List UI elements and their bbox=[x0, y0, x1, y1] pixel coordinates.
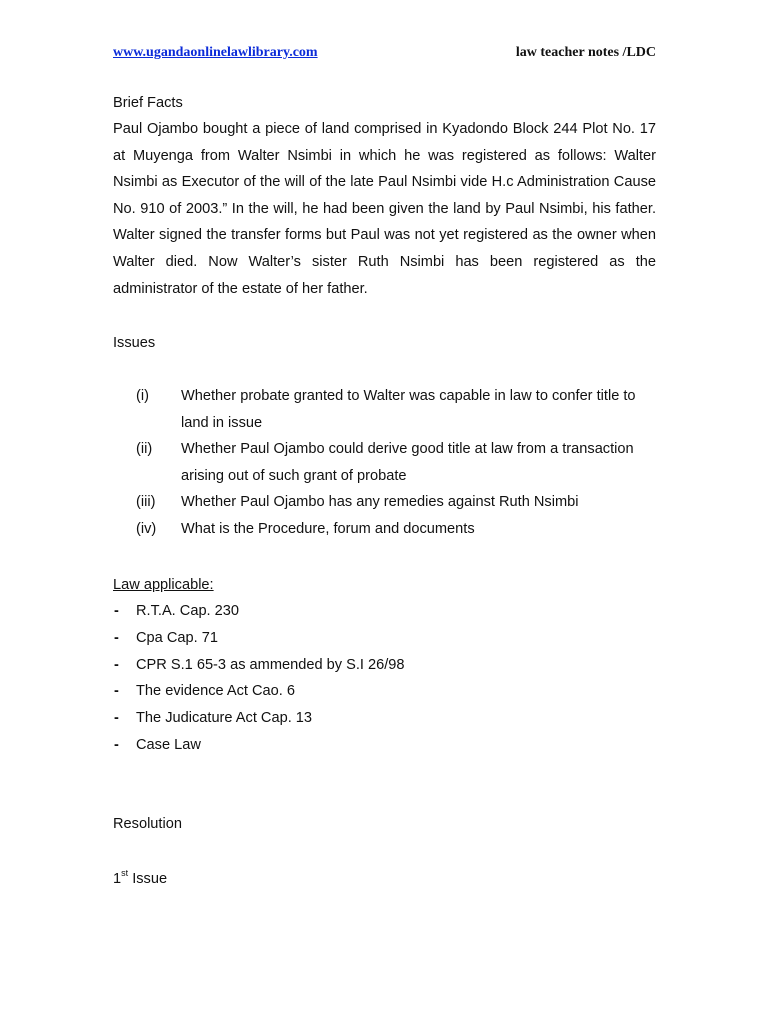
law-text: CPR S.1 65-3 as ammended by S.I 26/98 bbox=[136, 656, 405, 673]
issue-number: (iv) bbox=[136, 520, 157, 537]
bullet-dash: - bbox=[114, 736, 119, 753]
issue-text: Whether probate granted to Walter was capable in law to confer title to land in issue bbox=[181, 388, 636, 431]
bullet-dash: - bbox=[114, 629, 119, 646]
brief-facts-heading: Brief Facts bbox=[113, 95, 183, 111]
law-list bbox=[113, 598, 656, 759]
resolution-heading: Resolution bbox=[113, 816, 182, 832]
law-text: Cpa Cap. 71 bbox=[136, 629, 218, 646]
issues-list bbox=[113, 383, 656, 543]
first-issue-heading bbox=[113, 869, 167, 889]
brief-facts-body: Paul Ojambo bought a piece of land comprised in Kyadondo Block 244 Plot No. 17 at Muyenga from Walter Nsimbi in which he was registered as follows: Walter Nsimbi as Executor of the will of the late Paul Nsimbi vide H.c Administration Cause No. 910 of 2003.” In the will, he had been given the land by Paul Nsimbi, his father. Walter signed the transfer forms but Paul was not yet registered as the owner when Walter died. Now Walter’s sister Ruth Nsimbi has been registered as the administrator of the estate of her father. bbox=[113, 121, 656, 297]
law-text: Case Law bbox=[136, 736, 201, 753]
site-link[interactable]: www.ugandaonlinelawlibrary.com bbox=[113, 45, 318, 60]
page-header bbox=[113, 45, 656, 65]
issue-text: What is the Procedure, forum and documents bbox=[181, 520, 475, 537]
first-issue-word: Issue bbox=[132, 871, 168, 887]
law-applicable-heading: Law applicable: bbox=[113, 577, 214, 593]
law-item bbox=[113, 598, 656, 625]
issue-text: Whether Paul Ojambo could derive good title at law from a transaction arising out of such grant of probate bbox=[181, 441, 634, 484]
bullet-dash: - bbox=[114, 710, 119, 727]
law-item bbox=[113, 625, 656, 652]
issue-item bbox=[113, 436, 656, 489]
law-item bbox=[113, 652, 656, 679]
issue-item bbox=[113, 383, 656, 436]
first-issue-number: 1 bbox=[113, 871, 122, 887]
bullet-dash: - bbox=[114, 603, 119, 619]
issues-heading: Issues bbox=[113, 335, 156, 351]
notes-label: law teacher notes /LDC bbox=[515, 45, 656, 60]
issue-text: Whether Paul Ojambo has any remedies against Ruth Nsimbi bbox=[181, 494, 579, 511]
issue-number: (i) bbox=[136, 388, 149, 404]
law-text: The evidence Act Cao. 6 bbox=[136, 683, 296, 700]
issue-number: (ii) bbox=[136, 441, 153, 458]
first-issue-suffix: st bbox=[121, 868, 129, 878]
law-text: The Judicature Act Cap. 13 bbox=[136, 710, 313, 727]
issue-number: (iii) bbox=[136, 494, 156, 511]
bullet-dash: - bbox=[114, 656, 119, 673]
law-text: R.T.A. Cap. 230 bbox=[136, 603, 240, 619]
law-item bbox=[113, 732, 656, 759]
law-item bbox=[113, 678, 656, 705]
issue-item bbox=[113, 489, 656, 516]
bullet-dash: - bbox=[114, 683, 119, 700]
issue-item bbox=[113, 516, 656, 543]
law-item bbox=[113, 705, 656, 732]
